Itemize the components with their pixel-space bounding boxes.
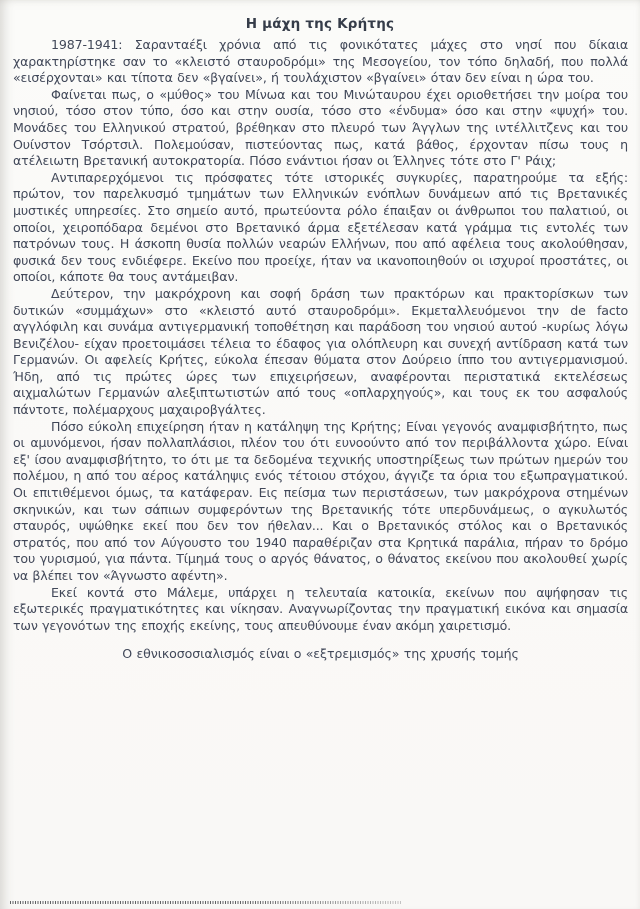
paragraph: 1987-1941: Σαρανταέξι χρόνια από τις φονικότατες μάχες στο νησί που δίκαια χαρακτηρίστηκε σαν το «κλειστό σταυροδρόμι» της Μεσογείου, τον τόπο δηλαδή, που πολλά «εισέρχονται» και τίποτα δεν «βγαίνει», ή τουλάχιστον «βγαίνει» όταν δεν είναι η ώρα του. <box>13 37 628 86</box>
scan-artifact-line <box>10 901 402 904</box>
paragraph: Αντιπαρερχόμενοι τις πρόσφατες τότε ιστορικές συγκυρίες, παρατηρούμε τα εξής: πρώτον, τον παρελκυσμό τμημάτων των Ελληνικών ενόπλων δυνάμεων από τις Βρετανικές μυστικές υπηρεσίες. Στο σημείο αυτό, πρωτεύοντα ρόλο έπαιξαν οι άνθρωποι του παλατιού, οι οποίοι, χειροπόδαρα δεμένοι στο Βρετανικό άρμα εξετέλεσαν κατά γράμμα τις εντολές των πατρόνων τους. Η άσκοπη θυσία πολλών νεαρών Ελλήνων, που από αφέλεια τους ακολούθησαν, φυσικά δεν τους ενδιέφερε. Εκείνο που προείχε, ήταν να ικανοποιηθούν οι ισχυροί προστάτες, οι οποίοι, κάποτε θα τους αντάμειβαν. <box>13 169 628 285</box>
paragraph: Φαίνεται πως, ο «μύθος» του Μίνωα και του Μινώταυρου έχει οριοθετήσει την μοίρα του νησιού, τόσο στον τύπο, όσο και στην ουσία, τόσο στο «ένδυμα» όσο και στην «ψυχή» του. Μονάδες του Ελληνικού στρατού, βρέθηκαν στο πλευρό των Άγγλων της ιντέλλιτζενς και του Ουίνστον Τσόρτσιλ. Πολεμούσαν, πιστεύοντας πως, κατά βάθος, έρχονταν πίσω τους η ατέλειωτη Βρετανική αυτοκρατορία. Πόσο ενάντιοι ήσαν οι Έλληνες τότε στο Γ' Ράιχ; <box>13 86 628 169</box>
paragraph: Εκεί κοντά στο Μάλεμε, υπάρχει η τελευταία κατοικία, εκείνων που αψήφησαν τις εξωτερικές πραγματικότητες και νίκησαν. Αναγνωρίζοντας την πραγματική εικόνα και σημασία των γεγονότων της εποχής εκείνης, τους απευθύνουμε έναν ακόμη χαιρετισμό. <box>13 584 628 633</box>
paragraph: Δεύτερον, την μακρόχρονη και σοφή δράση των πρακτόρων και πρακτορίσκων των δυτικών «συμμάχων» στο «κλειστό αυτό σταυροδρόμι». Εκμεταλλευόμενοι την de facto αγγλόφιλη και συνάμα αντιγερμανική τοποθέτηση και παράδοση του νησιού αυτού -κυρίως λόγω Βενιζέλου- είχαν προετοιμάσει τέλεια το έδαφος για ολόπλευρη και συνεχή αντίδραση κατά των Γερμανών. Οι αφελείς Κρήτες, εύκολα έπεσαν θύματα στον Δούρειο ίππο του αντιγερμανισμού. Ήδη, από τις πρώτες ώρες των επιχειρήσεων, αναφέρονται περιστατικά εκτελέσεως αιχμαλώτων Γερμανών αλεξιπτωτιστών από τους «οπλαρχηγούς», και τους εκ του ασφαλούς πάντοτε, πολέμαρχους μαχαιροβγάλτες. <box>13 285 628 418</box>
document-title: Η μάχη της Κρήτης <box>245 16 395 32</box>
document-body <box>0 32 640 663</box>
paragraph: Πόσο εύκολη επιχείρηση ήταν η κατάληψη της Κρήτης; Είναι γεγονός αναμφισβήτητο, πως οι αμυνόμενοι, ήσαν πολλαπλάσιοι, πλέον του ότι ευνοούντο από τον περιβάλλοντα χώρο. Είναι εξ' ίσου αναμφισβήτητο, το ότι με τα δεδομένα τεχνικής υποστηρίξεως των πρώτων ημερών του πολέμου, η από του αέρος κατάληψις ενός τέτοιου στόχου, άγγιζε τα όρια του εξωπραγματικού. Οι επιτιθέμενοι όμως, τα κατάφεραν. Εις πείσμα των περιστάσεων, των μακρόχρονα στημένων σκηνικών, και των σάπιων συμφερόντων της Βρετανικής τότε υπερδυνάμεως, ο αγκυλωτός σταυρός, υψώθηκε εκεί που δεν τον ήθελαν... Και ο Βρετανικός στόλος και ο Βρετανικός στρατός, που από τον Αύγουστο του 1940 παραθέριζαν στα Κρητικά παράλια, πήραν το δρόμο του γυρισμού, για πάντα. Τίμημά τους ο αργός θάνατος, ο θάνατος εκείνου που ακολουθεί χωρίς να βλέπει τον «Άγνωστο αφέντη». <box>13 418 628 583</box>
closing-line: Ο εθνικοσοσιαλισμός είναι ο «εξτρεμισμός» της χρυσής τομής <box>122 646 519 662</box>
